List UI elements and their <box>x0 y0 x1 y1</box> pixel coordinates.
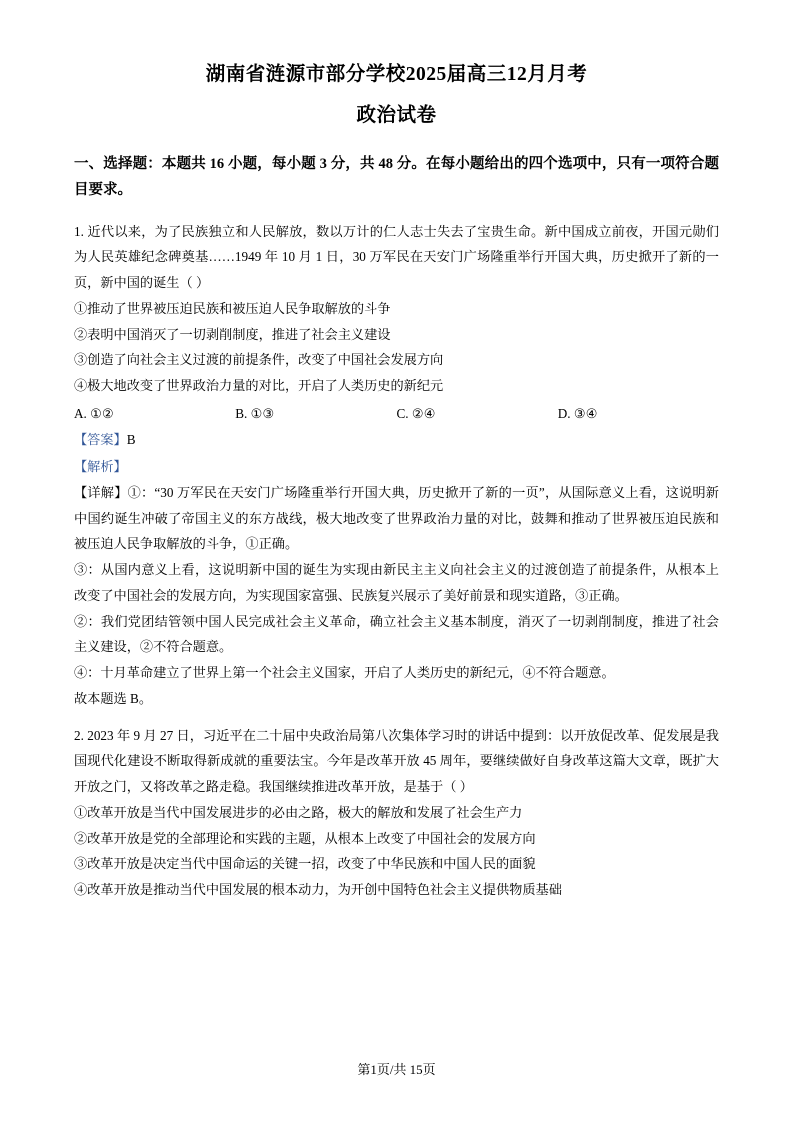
option-item: ③创造了向社会主义过渡的前提条件，改变了中国社会发展方向 <box>74 352 444 368</box>
answer-label: 【答案】 <box>74 432 127 448</box>
choice-c: C. ②④ <box>396 405 436 421</box>
option-item: ④极大地改变了世界政治力量的对比，开启了人类历史的新纪元 <box>74 378 444 394</box>
option-item: ①改革开放是当代中国发展进步的必由之路，极大的解放和发展了社会生产力 <box>74 804 523 820</box>
choice-a: A. ①② <box>74 405 114 421</box>
choice-d: D. ③④ <box>557 405 598 421</box>
detail-paragraph: ③：从国内意义上看，这说明新中国的诞生为实现由新民主主义向社会主义的过渡创造了前提条件，从根本上改变了中国社会的发展方向，为实现国家富强、民族复兴展示了美好前景和现实道路，③正确。 <box>74 562 719 603</box>
question-2 <box>74 723 719 903</box>
choice-row <box>74 401 719 427</box>
analysis-label: 【解析】 <box>74 458 127 474</box>
choice-b: B. ①③ <box>235 405 275 421</box>
option-item: ③改革开放是决定当代中国命运的关键一招，改变了中华民族和中国人民的面貌 <box>74 856 536 872</box>
question-stem: 2. 2023 年 9 月 27 日，习近平在二十届中央政治局第八次集体学习时的讲话中提到：以开放促改革、促发展是我国现代化建设不断取得新成就的重要法宝。今年是改革开放 45 周年，要继续做好自身改革这篇大文章，既扩大开放之门，又将改革之路走稳。我国继续推进改革开放，是基于（ ） <box>74 727 719 795</box>
option-item: ①推动了世界被压迫民族和被压迫人民争取解放的斗争 <box>74 300 391 316</box>
detail-paragraph: ②：我们党团结管领中国人民完成社会主义革命，确立社会主义基本制度，消灭了一切剥削制度，推进了社会主义建设，②不符合题意。 <box>74 613 719 655</box>
answer-line <box>74 427 719 453</box>
page-footer: 第1页/共 15页 <box>357 1062 436 1077</box>
option-item: ②表明中国消灭了一切剥削制度，推进了社会主义建设 <box>74 326 391 342</box>
page-title: 湖南省涟源市部分学校2025届高三12月月考 <box>205 64 588 85</box>
option-item: ②改革开放是党的全部理论和实践的主题，从根本上改变了中国社会的发展方向 <box>74 830 536 846</box>
option-item: ④改革开放是推动当代中国发展的根本动力，为开创中国特色社会主义提供物质基础 <box>74 882 562 897</box>
question-stem: 1. 近代以来，为了民族独立和人民解放，数以万计的仁人志士失去了宝贵生命。新中国成立前夜，开国元勋们为人民英雄纪念碑奠基……1949 年 10 月 1 日，30 万军民在天安门广场隆重举行开国大典，历史掀开了新的一页，新中国的诞生（ ） <box>74 223 719 291</box>
section-heading: 一、选择题：本题共 16 小题，每小题 3 分，共 48 分。在每小题给出的四个选项中，只有一项符合题目要求。 <box>74 155 719 199</box>
question-1 <box>74 219 719 712</box>
page-subtitle: 政治试卷 <box>356 105 437 127</box>
answer-value: B <box>126 432 136 448</box>
detail-conclusion: 故本题选 B。 <box>74 690 153 706</box>
detail-paragraph: 【详解】①：“30 万军民在天安门广场隆重举行开国大典，历史掀开了新的一页”，从国际意义上看，这说明新中国约诞生冲破了帝国主义的东方战线，极大地改变了世界政治力量的对比，鼓舞和推动了世界被压迫民族和被压迫人民争取解放的斗争，①正确。 <box>74 484 719 552</box>
detail-paragraph: ④：十月革命建立了世界上第一个社会主义国家，开启了人类历史的新纪元，④不符合题意。 <box>74 665 615 681</box>
